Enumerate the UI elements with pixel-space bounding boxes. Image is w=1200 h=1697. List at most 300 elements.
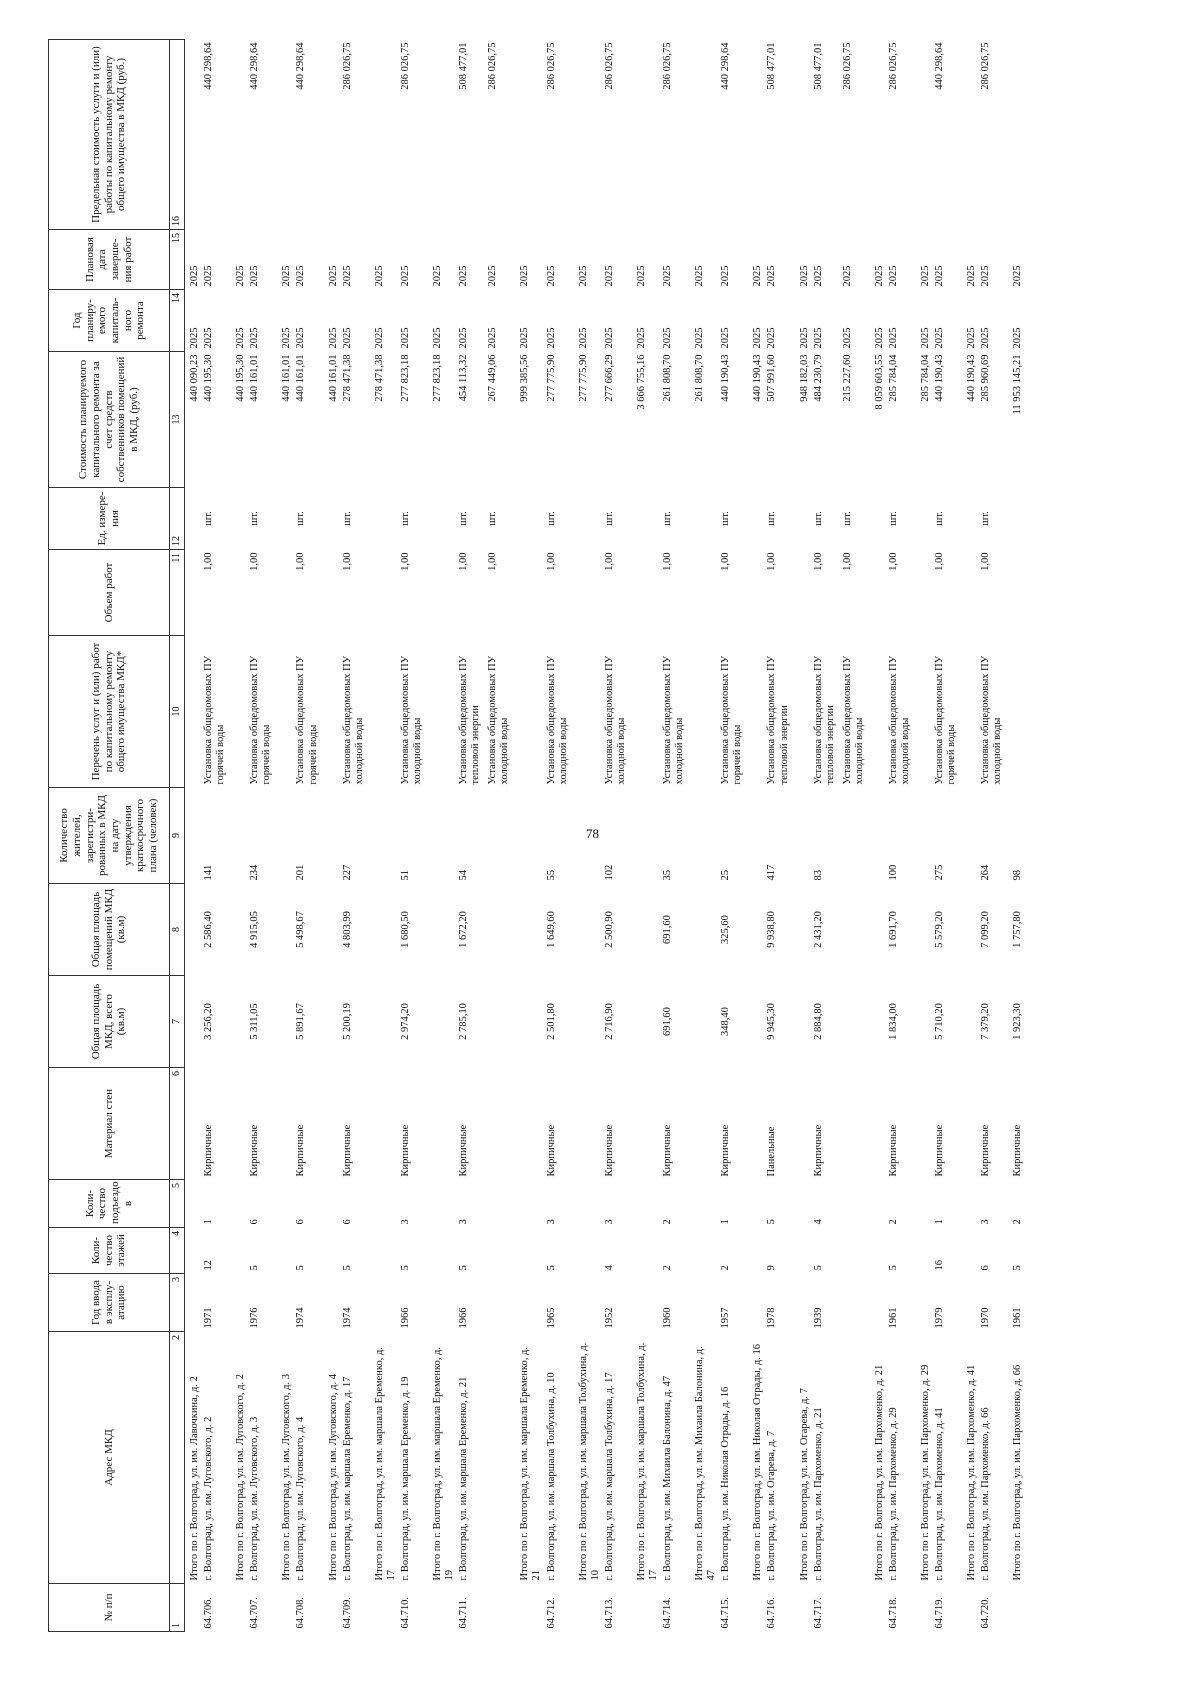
cell-walls: Кирпичные [934, 1124, 946, 1177]
cell-num [370, 1584, 399, 1632]
table-row [185, 40, 203, 1632]
col-number: 1 [170, 1584, 185, 1632]
cell-limit [515, 40, 544, 230]
cell-volume: 1,00 [812, 552, 824, 571]
cell-end-date: 2025 [798, 265, 810, 287]
cell-entr [231, 1180, 248, 1228]
cell-entr: 2 [1012, 1219, 1024, 1225]
cell-plan-year: 2025 [752, 327, 764, 349]
cell-prem-area: 9 938,80 [766, 911, 778, 948]
cell-addr: г. Волгоград, ул. им. Николая Отрады, д. 16 [720, 1386, 732, 1581]
cell-works: Установка общедомовых ПУ холодной воды [980, 655, 1004, 785]
cell-floors: 5 [249, 1265, 261, 1271]
cell-walls: Кирпичные [341, 1124, 353, 1177]
cell-plan-year: 2025 [341, 327, 353, 349]
table-row [812, 40, 841, 1632]
cell-total-area [916, 976, 933, 1068]
cell-limit: 286 026,75 [545, 42, 557, 90]
cell-floors [962, 1228, 979, 1274]
cell-limit [870, 40, 887, 230]
cell-year [428, 1274, 457, 1332]
cell-prem-area [870, 884, 887, 976]
cell-plan-year: 2025 [980, 327, 992, 349]
cell-total-area [962, 976, 979, 1068]
cell-total-area [486, 976, 515, 1068]
cell-total-area: 2 884,80 [812, 1003, 824, 1040]
cell-prem-area: 2 500,90 [603, 911, 615, 948]
cell-total-area: 5 710,20 [934, 1003, 946, 1040]
cell-end-date: 2025 [235, 265, 247, 287]
cell-plan-year: 2025 [603, 327, 615, 349]
cell-addr: г. Волгоград, ул. им. Пархоменко, д. 41 [934, 1407, 946, 1581]
cell-walls: Кирпичные [458, 1124, 470, 1177]
cell-cost: 215 227,60 [841, 354, 853, 402]
cell-residents [370, 788, 399, 884]
cell-end-date: 2025 [662, 265, 673, 287]
cell-limit: 286 026,75 [399, 42, 411, 90]
cell-year: 1971 [203, 1307, 215, 1329]
cell-addr: Итого по г. Волгоград, ул. им. маршала Толбухина, д. 10 [577, 1342, 601, 1581]
cell-residents [795, 788, 812, 884]
cell-total-area [231, 976, 248, 1068]
cell-plan-year: 2025 [966, 327, 978, 349]
table-row [916, 40, 933, 1632]
cell-unit [185, 488, 203, 550]
cell-volume [185, 550, 203, 636]
cell-year: 1979 [934, 1307, 946, 1329]
cell-floors: 5 [399, 1265, 411, 1271]
cell-total-area [185, 976, 203, 1068]
cell-cost: 440 195,30 [203, 354, 215, 402]
cell-residents: 234 [249, 864, 261, 881]
cell-walls: Кирпичные [249, 1124, 261, 1177]
cell-walls [324, 1068, 341, 1180]
cell-total-area: 3 256,20 [203, 1003, 215, 1040]
cell-total-area [428, 976, 457, 1068]
cell-walls [916, 1068, 933, 1180]
cell-works [690, 636, 719, 788]
cell-limit: 440 298,64 [295, 42, 307, 90]
cell-plan-year: 2025 [519, 327, 531, 349]
cell-entr [428, 1180, 457, 1228]
cell-walls [185, 1068, 203, 1180]
cell-works [870, 636, 887, 788]
cell-unit [1008, 488, 1025, 550]
table-row [841, 40, 870, 1632]
cell-addr: Итого по г. Волгоград, ул. им. Луговского, д. 3 [281, 1374, 293, 1581]
cell-prem-area: 4 803,99 [341, 911, 353, 948]
cell-num [795, 1584, 812, 1632]
cell-floors [428, 1228, 457, 1274]
cell-walls: Кирпичные [203, 1124, 215, 1177]
cell-cost: 261 808,70 [662, 354, 673, 402]
cell-total-area: 7 379,20 [980, 1003, 992, 1040]
cell-total-area [870, 976, 887, 1068]
cell-plan-year: 2025 [934, 327, 946, 349]
cell-works: Установка общедомовых ПУ тепловой энергии [812, 655, 836, 785]
cell-walls [515, 1068, 544, 1180]
cell-end-date: 2025 [873, 265, 885, 287]
cell-plan-year: 2025 [694, 327, 706, 349]
cell-volume: 1,00 [295, 552, 307, 571]
cell-prem-area: 5 498,67 [295, 911, 307, 948]
cell-unit [428, 488, 457, 550]
cell-cost: 277 775,90 [545, 354, 557, 402]
cell-entr: 2 [662, 1219, 673, 1225]
cell-limit [428, 40, 457, 230]
cell-prem-area: 2 586,40 [203, 911, 215, 948]
cell-entr: 6 [295, 1219, 307, 1225]
cell-works: Установка общедомовых ПУ холодной воды [662, 655, 686, 785]
cell-plan-year: 2025 [458, 327, 470, 349]
cell-addr: г. Волгоград, ул. им. маршала Толбухина, д. 10 [545, 1372, 557, 1581]
cell-cost: 261 808,70 [694, 354, 706, 402]
cell-num [277, 1584, 294, 1632]
cell-limit: 286 026,75 [887, 42, 899, 90]
cell-end-date: 2025 [519, 265, 531, 287]
cell-plan-year: 2025 [432, 327, 443, 349]
cell-cost: 999 385,56 [519, 354, 531, 402]
cell-plan-year: 2025 [841, 327, 853, 349]
cell-year: 1974 [341, 1307, 353, 1329]
cell-year: 1978 [766, 1307, 778, 1329]
cell-entr: 3 [603, 1219, 615, 1225]
cell-num [231, 1584, 248, 1632]
col-header: Объем работ [49, 550, 170, 636]
cell-cost: 440 161,01 [327, 354, 339, 402]
cell-works [428, 636, 457, 788]
cell-cost: 285 784,04 [920, 354, 932, 402]
cell-volume [690, 550, 719, 636]
cell-addr: г. Волгоград, ул. им. Луговского, д. 4 [295, 1416, 307, 1581]
cell-cost: 440 161,01 [281, 354, 293, 402]
cell-cost: 11 953 145,21 [1012, 354, 1024, 415]
cell-unit: шт. [295, 511, 307, 526]
cell-plan-year: 2025 [249, 327, 261, 349]
cell-cost: 484 230,79 [812, 354, 824, 402]
cell-plan-year: 2025 [766, 327, 778, 349]
cell-floors [916, 1228, 933, 1274]
cell-residents [185, 788, 203, 884]
cell-prem-area [841, 884, 870, 976]
cell-end-date: 2025 [635, 265, 647, 287]
cell-volume: 1,00 [249, 552, 261, 571]
cell-year: 1961 [1012, 1307, 1024, 1329]
cell-unit: шт. [341, 511, 353, 526]
cell-works [324, 636, 341, 788]
cell-cost: 3 666 755,16 [635, 354, 647, 410]
cell-walls [574, 1068, 603, 1180]
cell-addr: г. Волгоград, ул. им. Огарева, д. 7 [766, 1430, 778, 1581]
cell-prem-area: 1 691,70 [887, 911, 899, 948]
cell-entr [748, 1180, 765, 1228]
cell-end-date: 2025 [603, 265, 615, 287]
cell-num: 64.713. [603, 1597, 615, 1629]
cell-entr [690, 1180, 719, 1228]
cell-volume [277, 550, 294, 636]
cell-num [185, 1584, 203, 1632]
cell-floors [690, 1228, 719, 1274]
cell-floors [748, 1228, 765, 1274]
cell-residents: 264 [980, 864, 992, 881]
cell-limit [1008, 40, 1025, 230]
cell-floors [486, 1228, 515, 1274]
cell-total-area: 2 501,80 [545, 1003, 557, 1040]
cell-prem-area [632, 884, 661, 976]
cell-unit [962, 488, 979, 550]
cell-addr: г. Волгоград, ул. им. Пархоменко, д. 29 [887, 1407, 899, 1581]
cell-volume [795, 550, 812, 636]
cell-unit: шт. [766, 511, 778, 526]
cell-prem-area [962, 884, 979, 976]
cell-residents [916, 788, 933, 884]
table-row [202, 40, 231, 1632]
cell-plan-year: 2025 [487, 327, 499, 349]
cell-limit [690, 40, 719, 230]
cell-total-area: 348,40 [720, 1007, 732, 1036]
col-number: 2 [170, 1332, 185, 1584]
cell-year [370, 1274, 399, 1332]
cell-residents: 227 [341, 864, 353, 881]
table-row [428, 40, 457, 1632]
cell-limit: 440 298,64 [249, 42, 261, 90]
cell-works: Установка общедомовых ПУ тепловой энергии [458, 655, 482, 785]
cell-works [795, 636, 812, 788]
table-row [632, 40, 661, 1632]
cell-floors: 5 [341, 1265, 353, 1271]
table-row [294, 40, 323, 1632]
cell-prem-area: 5 579,20 [934, 911, 946, 948]
cell-end-date: 2025 [720, 265, 732, 287]
cell-unit: шт. [720, 511, 732, 526]
cell-limit [574, 40, 603, 230]
cell-walls: Кирпичные [1012, 1124, 1024, 1177]
cell-unit: шт. [980, 511, 992, 526]
cell-unit: шт. [887, 511, 899, 526]
cell-total-area: 5 891,67 [295, 1003, 307, 1040]
cell-limit [370, 40, 399, 230]
table-row [1008, 40, 1025, 1632]
cell-residents: 275 [934, 864, 946, 881]
cell-volume [962, 550, 979, 636]
cell-floors: 16 [934, 1260, 946, 1271]
col-header: Материал стен [49, 1068, 170, 1180]
cell-plan-year: 2025 [203, 327, 215, 349]
cell-works [962, 636, 979, 788]
cell-end-date: 2025 [373, 265, 385, 287]
cell-total-area [795, 976, 812, 1068]
cell-num: 64.716. [766, 1597, 778, 1629]
cell-year: 1961 [887, 1307, 899, 1329]
cell-addr: г. Волгоград, ул. им. Луговского, д. 2 [203, 1416, 215, 1581]
col-header: Перечень услуг и (или) работ по капитальному ремонту общего имущества МКД* [49, 636, 170, 788]
cell-limit: 286 026,75 [341, 42, 353, 90]
cell-floors [870, 1228, 887, 1274]
cell-entr [324, 1180, 341, 1228]
cell-plan-year: 2025 [887, 327, 899, 349]
cell-plan-year: 2025 [189, 327, 200, 349]
cell-floors [370, 1228, 399, 1274]
cell-plan-year: 2025 [295, 327, 307, 349]
cell-floors: 2 [662, 1265, 673, 1271]
cell-end-date: 2025 [203, 265, 215, 287]
table-row [719, 40, 748, 1632]
cell-addr [486, 1332, 515, 1584]
cell-floors: 5 [1012, 1265, 1024, 1271]
cell-unit [231, 488, 248, 550]
cell-total-area: 1 834,00 [887, 1003, 899, 1040]
cell-entr: 4 [812, 1219, 824, 1225]
cell-end-date: 2025 [249, 265, 261, 287]
cell-residents [574, 788, 603, 884]
cell-limit: 286 026,75 [841, 42, 853, 90]
cell-works [916, 636, 933, 788]
cell-addr: г. Волгоград, ул. им. Пархоменко, д. 66 [980, 1407, 992, 1581]
cell-volume [324, 550, 341, 636]
col-number: 5 [170, 1180, 185, 1228]
cell-num: 64.718. [887, 1597, 899, 1629]
cell-addr: Итого по г. Волгоград, ул. им. Пархоменко, д. 41 [966, 1364, 978, 1581]
cell-limit: 286 026,75 [603, 42, 615, 90]
col-header: Предельная стоимость услуги и (или) работы по капитальному ремонту общего имущества в МКД (руб.) [49, 40, 170, 230]
table-row [341, 40, 370, 1632]
table-row [399, 40, 428, 1632]
cell-entr: 1 [720, 1219, 732, 1225]
cell-addr: г. Волгоград, ул. им. маршала Толбухина, д. 17 [603, 1372, 615, 1581]
cell-addr: Итого по г. Волгоград, ул. им. маршала Толбухина, д. 17 [635, 1342, 659, 1581]
col-number: 12 [170, 488, 185, 550]
cell-residents: 201 [295, 864, 307, 881]
cell-walls [428, 1068, 457, 1180]
cell-limit: 508 477,01 [812, 42, 824, 90]
cell-limit [185, 40, 203, 230]
cell-floors [515, 1228, 544, 1274]
cell-unit: шт. [812, 511, 824, 526]
cell-walls: Кирпичные [545, 1124, 557, 1177]
cell-num: 64.710. [399, 1597, 411, 1629]
cell-num: 64.708. [295, 1597, 307, 1629]
cell-addr: г. Волгоград, ул. им. маршала Еременко, д. 17 [341, 1376, 353, 1581]
cell-prem-area [690, 884, 719, 976]
cell-total-area [324, 976, 341, 1068]
cell-addr: Итого по г. Волгоград, ул. им. Николая Отрады, д. 16 [752, 1343, 764, 1581]
cell-unit [632, 488, 661, 550]
cell-residents: 25 [720, 870, 732, 881]
cell-total-area [690, 976, 719, 1068]
cell-total-area: 9 945,30 [766, 1003, 778, 1040]
col-header: Ед. измере-ния [49, 488, 170, 550]
cell-volume [231, 550, 248, 636]
cell-works: Установка общедомовых ПУ горячей воды [249, 655, 273, 785]
cell-cost: 8 059 603,55 [873, 354, 885, 410]
cell-year [324, 1274, 341, 1332]
cell-year: 1966 [399, 1307, 411, 1329]
cell-prem-area [574, 884, 603, 976]
cell-year: 1957 [720, 1307, 732, 1329]
cell-unit [748, 488, 765, 550]
table-row [979, 40, 1008, 1632]
cell-walls [795, 1068, 812, 1180]
cell-works [632, 636, 661, 788]
table-row [962, 40, 979, 1632]
cell-works [231, 636, 248, 788]
table-row [661, 40, 690, 1632]
cell-limit [748, 40, 765, 230]
cell-limit: 440 298,64 [720, 42, 732, 90]
cell-addr: Итого по г. Волгоград, ул. им. Пархоменко, д. 66 [1012, 1364, 1024, 1581]
cell-num: 64.712. [545, 1597, 557, 1629]
col-header: Год ввода в эксплу-атацию [49, 1274, 170, 1332]
col-number: 8 [170, 884, 185, 976]
cell-end-date: 2025 [327, 265, 339, 287]
cell-works: Установка общедомовых ПУ горячей воды [203, 655, 227, 785]
cell-volume: 1,00 [766, 552, 778, 571]
cell-addr: г. Волгоград, ул. им. Луговского, д. 3 [249, 1416, 261, 1581]
cell-entr: 2 [887, 1219, 899, 1225]
cell-works [370, 636, 399, 788]
cell-prem-area [324, 884, 341, 976]
cell-cost: 285 960,69 [980, 354, 992, 402]
cell-num [486, 1584, 515, 1632]
cell-year [962, 1274, 979, 1332]
cell-volume: 1,00 [720, 552, 732, 571]
cell-addr: Итого по г. Волгоград, ул. им. маршала Еременко, д. 17 [373, 1347, 397, 1581]
cell-end-date: 2025 [295, 265, 307, 287]
cell-walls [632, 1068, 661, 1180]
cell-num [748, 1584, 765, 1632]
cell-end-date: 2025 [458, 265, 470, 287]
cell-cost: 277 775,90 [577, 354, 589, 402]
cell-entr: 3 [545, 1219, 557, 1225]
cell-works [185, 636, 203, 788]
cell-limit [795, 40, 812, 230]
cell-unit: шт. [841, 511, 853, 526]
cell-end-date: 2025 [487, 265, 499, 287]
cell-walls: Кирпичные [662, 1124, 673, 1177]
cell-walls [277, 1068, 294, 1180]
cell-walls [962, 1068, 979, 1180]
cell-walls [841, 1068, 870, 1180]
col-number: 14 [170, 290, 185, 352]
cell-walls: Кирпичные [295, 1124, 307, 1177]
cell-year [515, 1274, 544, 1332]
cell-end-date: 2025 [341, 265, 353, 287]
cell-plan-year: 2025 [635, 327, 647, 349]
cell-end-date: 2025 [920, 265, 932, 287]
cell-walls [370, 1068, 399, 1180]
cell-floors: 9 [766, 1265, 778, 1271]
cell-prem-area [515, 884, 544, 976]
cell-residents [690, 788, 719, 884]
cell-prem-area: 1 672,20 [458, 911, 470, 948]
cell-num [690, 1584, 719, 1632]
cell-entr [632, 1180, 661, 1228]
cell-plan-year: 2025 [545, 327, 557, 349]
cell-works: Установка общедомовых ПУ холодной воды [487, 655, 511, 785]
cell-total-area [748, 976, 765, 1068]
cell-addr: Итого по г. Волгоград, ул. им. маршала Еременко, д. 19 [432, 1347, 456, 1581]
cell-floors: 4 [603, 1265, 615, 1271]
table-row [603, 40, 632, 1632]
cell-total-area [574, 976, 603, 1068]
cell-total-area: 2 974,20 [399, 1003, 411, 1040]
cell-volume: 1,00 [980, 552, 992, 571]
cell-residents: 51 [399, 870, 411, 881]
cell-num [841, 1584, 870, 1632]
cell-volume [428, 550, 457, 636]
cell-limit [962, 40, 979, 230]
cell-end-date: 2025 [189, 265, 200, 287]
